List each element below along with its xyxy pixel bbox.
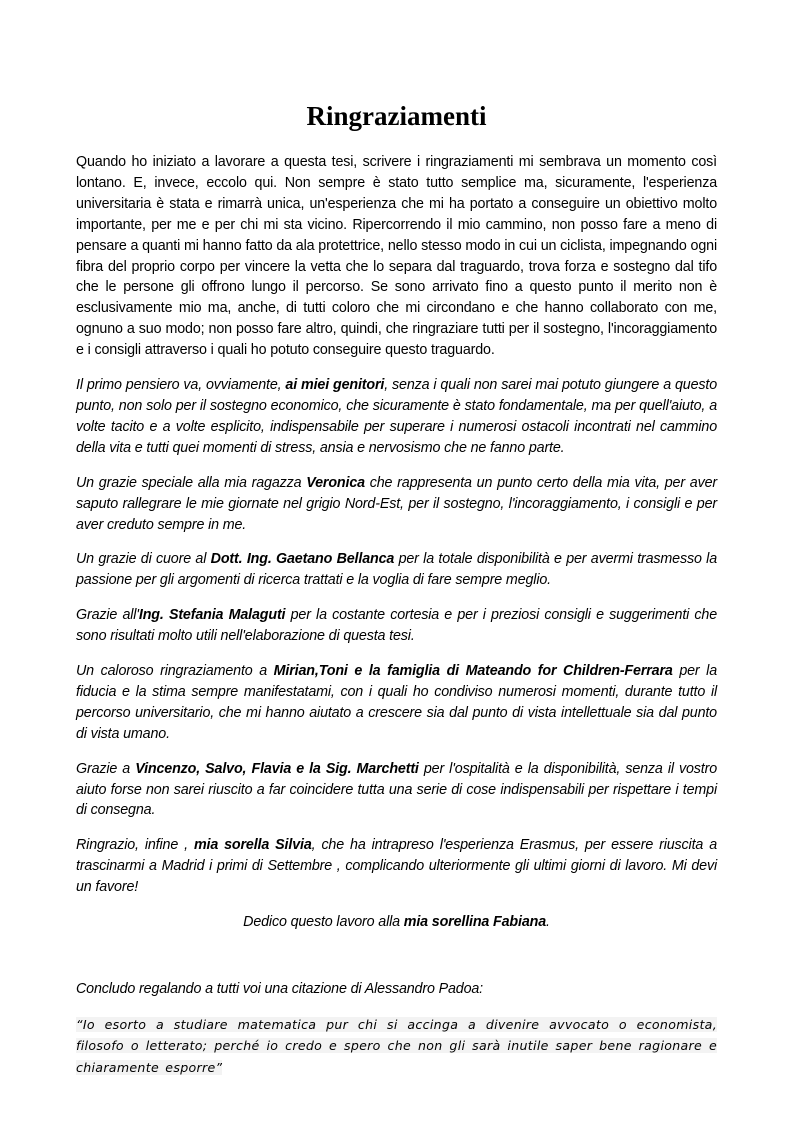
text-segment: Mirian,Toni e la famiglia di Mateando for Children-Ferrara: [273, 663, 673, 680]
document-body: [76, 152, 717, 1078]
text-segment: Ringrazio, infine ,: [76, 837, 194, 854]
text-segment: Grazie a: [76, 760, 136, 777]
text-segment: Grazie all': [76, 607, 139, 624]
text-segment: mia sorellina Fabiana: [403, 914, 547, 931]
text-segment: Un grazie di cuore al: [76, 551, 211, 568]
paragraph-4: [76, 549, 717, 591]
paragraph-2: [76, 375, 717, 459]
paragraph-11: [76, 1014, 717, 1079]
text-segment: ai miei genitori: [285, 377, 385, 394]
text-segment: Il primo pensiero va, ovviamente,: [76, 377, 286, 394]
text-segment: Quando ho iniziato a lavorare a questa tesi, scrivere i ringraziamenti mi sembrava un momento così lontano. E, invece, eccolo qui. Non sempre è stato tutto semplice ma, sicuramente, l'esperienza universitaria è stata e rimarrà unica, un'esperienza che mi ha portato a conseguire un obiettivo molto importante, per me e per chi mi sta vicino. Ripercorrendo il mio cammino, non posso fare a meno di pensare a quanti mi hanno fatto da ala protettrice, nello stesso modo in cui un ciclista, impegnando ogni fibra del proprio corpo per vincere la vetta che lo separa dal traguardo, trova forza e sostegno dal tifo che le persone gli offrono lungo il percorso. Se sono arrivato fino a questo punto il merito non è esclusivamente mio ma, anche, di tutti coloro che mi circondano e che hanno collaborato con me, ognuno a suo modo; non posso fare altro, quindi, che ringraziare tutti per il sostegno, l'incoraggiamento e i consigli attraverso i quali ho potuto conseguire questo traguardo.: [76, 154, 717, 359]
paragraph-9: [76, 912, 717, 933]
paragraph-6: [76, 661, 717, 745]
text-segment: Vincenzo, Salvo, Flavia e la Sig. Marchetti: [135, 760, 419, 777]
text-segment: Concludo regalando a tutti voi una citazione di Alessandro Padoa:: [76, 981, 483, 997]
text-segment: Dott. Ing. Gaetano Bellanca: [210, 551, 395, 568]
text-segment: Dedico questo lavoro alla: [243, 914, 404, 931]
paragraph-1: [76, 152, 717, 361]
text-segment: Un caloroso ringraziamento a: [76, 663, 274, 680]
paragraph-7: [76, 759, 717, 822]
text-segment: per l'ospitalità e la disponibilità, senza il vostro aiuto forse non sarei riuscito a far coincidere tutta una serie di cose indispensabili per rispettare i tempi di consegna.: [76, 760, 718, 819]
text-segment: Un grazie speciale alla mia ragazza: [76, 474, 307, 491]
text-segment: , senza i quali non sarei mai potuto giungere a questo punto, non solo per il sostegno economico, che sicuramente è stato fondamentale, ma per quell'aiuto, a volte tacito e a volte esplicito, indispensabile per superare i numerosi ostacoli incontrati nel cammino della vita e tutti quei momenti di stress, ansia e nervosismo che ne fanno parte.: [76, 377, 718, 456]
text-segment: per la fiducia e la stima sempre manifestatami, con i quali ho condiviso numerosi momenti, durante tutto il percorso universitario, che mi hanno aiutato a crescere sia dal punto di vista intellettuale sia dal punto di vista umano.: [76, 663, 718, 742]
text-segment: , che ha intrapreso l'esperienza Erasmus, per essere riuscita a trascinarmi a Madrid i primi di Settembre , complicando ulteriormente gli ultimi giorni di lavoro. Mi devi un favore!: [76, 837, 717, 896]
text-segment: mia sorella Silvia: [193, 837, 312, 854]
paragraph-5: [76, 605, 717, 647]
page-title: Ringraziamenti: [306, 101, 487, 131]
text-segment: che rappresenta un punto certo della mia vita, per aver saputo rallegrare le mie giornate nel grigio Nord-Est, per il sostegno, l'incoraggiamento, i consigli e per aver creduto sempre in me.: [76, 474, 718, 533]
paragraph-10: [76, 979, 717, 1000]
paragraph-3: [76, 473, 717, 536]
paragraph-8: [76, 835, 717, 898]
text-segment: per la costante cortesia e per i preziosi consigli e suggerimenti che sono risultati molto utili nell'elaborazione di questa tesi.: [76, 607, 718, 645]
text-segment: .: [546, 914, 550, 931]
text-segment: Ing. Stefania Malaguti: [138, 607, 286, 624]
text-segment: “Io esorto a studiare matematica pur chi si accinga a divenire avvocato o economista, filosofo o letterato; perché io credo e spero che non gli sarà inutile saper bene ragionare e chiaramente esporre”: [76, 1016, 717, 1075]
text-segment: per la totale disponibilità e per avermi trasmesso la passione per gli argomenti di ricerca trattati e la voglia di fare sempre meglio.: [76, 551, 717, 589]
text-segment: Veronica: [306, 474, 365, 491]
